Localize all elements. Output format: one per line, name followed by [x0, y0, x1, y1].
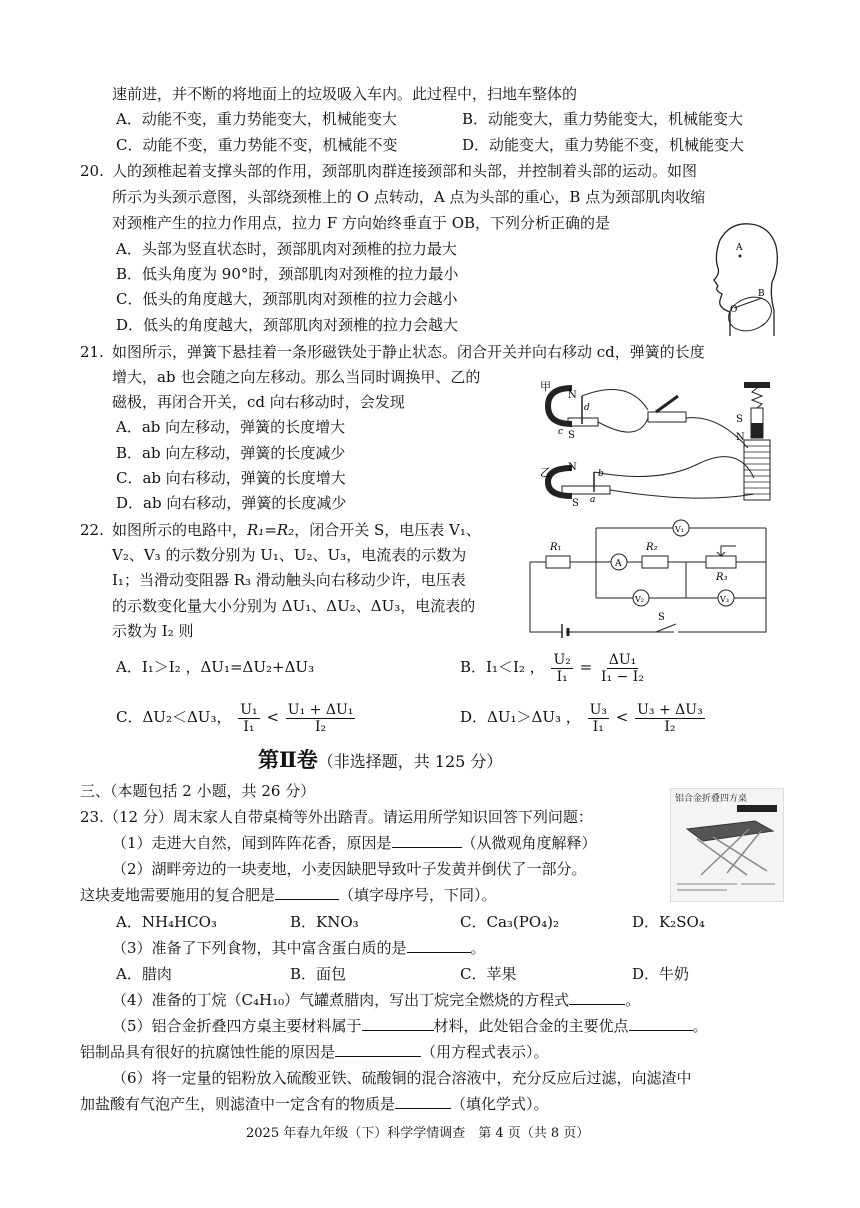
q22-d-frac1	[588, 702, 609, 735]
q21-stem-line3: 磁极，再闭合开关，cd 向右移动时，会发现	[112, 393, 405, 411]
q20-option-c: C．低头的角度越大，颈部肌肉对颈椎的拉力会越小	[116, 290, 458, 308]
q22-c-relation: <	[266, 708, 280, 726]
q22-d-prefix: D．ΔU₁＞ΔU₃ ，	[460, 708, 581, 726]
q23-part2-option-a: A．NH₄HCO₃	[116, 913, 217, 931]
q23-part3	[112, 937, 486, 959]
q19-option-b: B．动能变大，重力势能变大，机械能变大	[462, 110, 744, 128]
q23-part5-text2: 材料，此处铝合金的主要优点	[433, 1017, 629, 1035]
q21-option-d: D．ab 向右移动，弹簧的长度减少	[116, 494, 347, 512]
q22-d-frac2-num: U₃ + ΔU₃	[637, 701, 703, 718]
q22-c-frac1-den: I₁	[243, 718, 255, 735]
label-switch: S	[658, 612, 665, 623]
q22-option-d	[460, 698, 707, 736]
q23-part2-hint: （填字母序号，下同）。	[339, 886, 497, 904]
q23-part5-text3: 铝制品具有很好的抗腐蚀性能的原因是	[80, 1043, 336, 1061]
q23-part4-blank[interactable]	[569, 990, 625, 1005]
part2-title: 第Ⅱ卷	[258, 747, 318, 772]
q22-d-frac2-den: I₂	[664, 718, 676, 735]
label-v3: V₃	[720, 595, 729, 604]
q22-b-frac1	[551, 652, 572, 685]
q23-part4	[112, 989, 640, 1011]
label-n-spring: N	[736, 432, 745, 443]
label-d: d	[584, 403, 590, 413]
q22-d-frac2	[635, 702, 705, 735]
q22-b-frac1-den: I₁	[556, 668, 568, 685]
q22-option-c	[116, 698, 357, 736]
label-n-bottom: N	[568, 462, 577, 473]
q21-option-b: B．ab 向左移动，弹簧的长度减少	[116, 444, 346, 462]
q22-stem-line1	[112, 519, 481, 541]
q20-stem-line3: 对颈椎产生的拉力作用点，拉力 F 方向始终垂直于 OB，下列分析正确的是	[112, 214, 611, 232]
q23-stem: （12 分）周末家人自带桌椅等外出踏青。请运用所学知识回答下列问题：	[104, 808, 593, 826]
q19-option-c: C．动能不变，重力势能不变，机械能不变	[116, 136, 398, 154]
q23-part3-end: 。	[470, 939, 486, 957]
q22-b-frac2-den: I₁ − I₂	[601, 668, 644, 685]
label-ammeter: A	[615, 559, 622, 569]
q22-stem-line3: I₁；当滑动变阻器 R₃ 滑动触头向右移动少许，电压表	[112, 571, 466, 589]
q23-part5-text: （5）铝合金折叠四方桌主要材料属于	[112, 1017, 362, 1035]
label-n-top: N	[568, 390, 577, 401]
fig-label-a: A	[736, 243, 743, 253]
q21-option-c: C．ab 向右移动，弹簧的长度增大	[116, 469, 346, 487]
label-b: b	[598, 469, 604, 479]
q22-option-b	[460, 648, 648, 686]
label-r3: R₃	[716, 572, 728, 583]
q20-option-b: B．低头角度为 90°时，颈部肌肉对颈椎的拉力最小	[116, 265, 459, 283]
label-r1: R₁	[550, 542, 562, 553]
q22-d-frac1-den: I₁	[592, 718, 604, 735]
q22-l1a: 如图所示的电路中，	[112, 521, 248, 539]
q23-part5-blank3[interactable]	[335, 1042, 421, 1057]
fig-label-b: B	[758, 289, 765, 299]
table-tag-bar	[737, 805, 777, 812]
q23-part2-blank[interactable]	[275, 885, 339, 900]
q23-part2-text: 这块麦地需要施用的复合肥是	[80, 886, 276, 904]
q22-d-frac1-num: U₃	[589, 701, 607, 718]
q23-part6-hint: （填化学式）。	[451, 1095, 549, 1113]
q23-part4-end: 。	[625, 991, 641, 1009]
q22-number: 22.	[80, 521, 104, 539]
q22-b-frac2	[599, 652, 646, 685]
q23-part2-option-b: B．KNO₃	[290, 913, 359, 931]
q22-stem-line2: V₂、V₃ 的示数分别为 U₁、U₂、U₃，电流表的示数为	[112, 546, 467, 564]
q22-b-frac1-num: U₂	[553, 651, 571, 668]
q22-option-a: A．I₁＞I₂ ，ΔU₁=ΔU₂+ΔU₃	[116, 658, 315, 676]
label-a: a	[590, 495, 596, 505]
q23-part5-hint: （用方程式表示）。	[421, 1043, 549, 1061]
q23-part5-line2	[80, 1041, 549, 1063]
folding-table-image	[670, 788, 784, 902]
q22-d-relation: <	[615, 708, 629, 726]
q22-c-frac1-num: U₁	[240, 701, 258, 718]
q23-part4-text: （4）准备的丁烷（C₄H₁₀）气罐煮腊肉，写出丁烷完全燃烧的方程式	[112, 991, 570, 1009]
q23-part3-text: （3）准备了下列食物，其中富含蛋白质的是	[112, 939, 407, 957]
q19-stem-cont: 速前进，并不断的将地面上的垃圾吸入车内。此过程中，扫地车整体的	[112, 85, 578, 103]
q23-part5-end: 。	[692, 1017, 708, 1035]
q23-part3-option-b: B．面包	[290, 965, 347, 983]
q23-part5-line1	[112, 1015, 708, 1037]
spec-line-3	[741, 883, 775, 885]
q22-l1b: R₁=R₂	[247, 521, 295, 539]
part2-heading	[258, 746, 502, 776]
page-footer: 2025 年春九年级（下）科学学情调查 第 4 页（共 8 页）	[246, 1126, 590, 1141]
head-neck-diagram	[700, 216, 780, 342]
q23-part2-line2	[80, 884, 497, 906]
q22-b-frac2-num: ΔU₁	[608, 651, 637, 668]
label-s-spring: S	[736, 414, 743, 425]
folding-table-icon	[677, 815, 777, 879]
label-jia: 甲	[540, 380, 551, 393]
magnet-circuit-diagram	[538, 374, 778, 510]
q21-stem-line2: 增大，ab 也会随之向左移动。那么当同时调换甲、乙的	[112, 368, 481, 386]
q22-c-frac2-num: U₁ + ΔU₁	[287, 701, 354, 718]
q23-part1-blank[interactable]	[392, 833, 462, 848]
q23-part1	[112, 832, 597, 854]
q20-option-a: A．头部为竖直状态时，颈部肌肉对颈椎的拉力最大	[116, 240, 457, 258]
q23-part5-blank2[interactable]	[629, 1016, 693, 1031]
q20-option-d: D．低头的角度越大，颈部肌肉对颈椎的拉力会越大	[116, 316, 459, 334]
q23-part6-line1: （6）将一定量的铝粉放入硫酸亚铁、硫酸铜的混合溶液中，充分反应后过滤，向滤渣中	[112, 1069, 692, 1087]
q21-number: 21.	[80, 343, 104, 361]
part2-subtitle: （非选择题，共 125 分）	[317, 752, 503, 771]
q19-option-a: A．动能不变，重力势能变大，机械能变大	[116, 110, 397, 128]
q22-l1c: ，闭合开关 S，电压表 V₁、	[294, 521, 481, 539]
label-s-top: S	[568, 430, 575, 441]
q20-number: 20.	[80, 162, 104, 180]
label-c: c	[558, 427, 564, 437]
spec-line-2	[677, 889, 727, 891]
q22-c-frac2-den: I₂	[315, 718, 327, 735]
q22-stem-line5: 示数为 I₂ 则	[112, 622, 194, 640]
q22-b-prefix: B．I₁＜I₂ ，	[460, 658, 545, 676]
q22-c-prefix: C．ΔU₂＜ΔU₃，	[116, 708, 232, 726]
label-v2: V₂	[635, 595, 644, 604]
label-v1: V₁	[675, 525, 684, 534]
q23-part2-option-d: D．K₂SO₄	[632, 913, 705, 931]
q23-part3-option-d: D．牛奶	[632, 965, 690, 983]
label-yi: 乙	[540, 466, 551, 479]
section-3-heading: 三、（本题包括 2 小题，共 26 分）	[80, 782, 316, 800]
q20-stem-line1: 人的颈椎起着支撑头部的作用，颈部肌肉群连接颈部和头部，并控制着头部的运动。如图	[112, 162, 698, 180]
q23-part6-line2	[80, 1093, 549, 1115]
q23-part3-blank[interactable]	[407, 938, 471, 953]
q23-part1-text: （1）走进大自然，闻到阵阵花香，原因是	[112, 834, 392, 852]
circuit-diagram	[526, 518, 776, 638]
q23-part5-blank1[interactable]	[362, 1016, 434, 1031]
q23-part3-option-c: C．苹果	[460, 965, 517, 983]
q21-stem-line1: 如图所示，弹簧下悬挂着一条形磁铁处于静止状态。闭合开关并向右移动 cd，弹簧的长度	[112, 343, 705, 361]
label-r2: R₂	[646, 542, 658, 553]
q22-c-frac1	[238, 702, 259, 735]
q23-part2-option-c: C．Ca₃(PO₄)₂	[460, 913, 560, 931]
q22-stem-line4: 的示数变化量大小分别为 ΔU₁、ΔU₂、ΔU₃，电流表的	[112, 597, 476, 615]
fig-label-o: O	[730, 305, 738, 315]
label-s-bottom: S	[572, 498, 579, 509]
spec-line-1	[677, 883, 737, 885]
folding-table-image-title: 铝合金折叠四方桌	[675, 794, 748, 804]
q21-option-a: A．ab 向左移动，弹簧的长度增大	[116, 418, 346, 436]
q19-option-d: D．动能变大，重力势能不变，机械能变大	[462, 136, 745, 154]
q23-part6-text: 加盐酸有气泡产生，则滤渣中一定含有的物质是	[80, 1095, 396, 1113]
q23-part3-option-a: A．腊肉	[116, 965, 172, 983]
q22-b-relation: =	[579, 658, 593, 676]
q20-stem-line2: 所示为头颈示意图，头部绕颈椎上的 O 点转动，A 点为头部的重心，B 点为颈部肌肉收缩	[112, 188, 706, 206]
q23-number: 23.	[80, 808, 104, 826]
q22-c-frac2	[286, 702, 356, 735]
q23-part1-hint: （从微观角度解释）	[461, 834, 597, 852]
q23-part2-line1: （2）湖畔旁边的一块麦地，小麦因缺肥导致叶子发黄并倒伏了一部分。	[112, 860, 587, 878]
q23-part6-blank[interactable]	[395, 1094, 451, 1109]
